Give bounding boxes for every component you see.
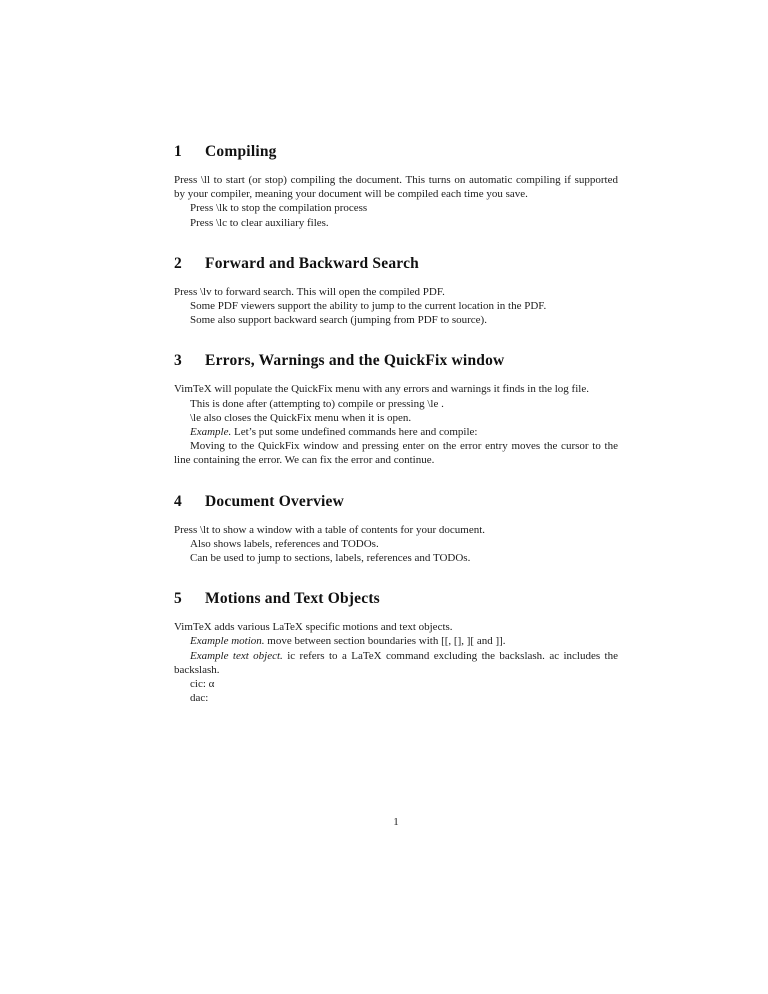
section-motions-text-objects	[174, 590, 618, 705]
section-number: 1	[174, 143, 182, 160]
section-compiling	[174, 143, 618, 230]
section-title: Compiling	[205, 143, 277, 160]
section-number: 2	[174, 254, 182, 272]
paragraph	[174, 201, 618, 215]
section-heading	[174, 590, 618, 608]
paragraph	[174, 634, 618, 648]
paragraph	[174, 382, 618, 396]
paragraph-text: Let’s put some undefined commands here and compile:	[231, 426, 478, 439]
section-heading	[174, 255, 618, 273]
section-title: Forward and Backward Search	[205, 254, 419, 272]
paragraph	[174, 425, 618, 439]
paragraph	[174, 216, 618, 230]
paragraph-text: \le also closes the QuickFix menu when it is open.	[190, 411, 412, 424]
paragraph	[174, 551, 618, 565]
paragraph-text: cic: α	[190, 678, 215, 691]
paragraph	[174, 411, 618, 425]
paragraph	[174, 313, 618, 327]
paragraph	[174, 537, 618, 551]
italic-lead: Example.	[190, 426, 232, 439]
section-title: Motions and Text Objects	[205, 590, 380, 608]
page-content	[174, 143, 618, 705]
paragraph	[174, 620, 618, 634]
paragraph	[174, 523, 618, 537]
section-title: Errors, Warnings and the QuickFix window	[205, 352, 505, 370]
section-heading	[174, 493, 618, 511]
paragraph-text: ic refers to a LaTeX command excluding the backslash. ac includes the backslash.	[174, 649, 618, 676]
paragraph-text: This is done after (attempting to) compile or pressing \le .	[190, 397, 444, 410]
paragraph	[174, 677, 618, 691]
paragraph-text: Press \lk to stop the compilation process	[190, 202, 368, 215]
paragraph-text: move between section boundaries with [[, [], ][ and ]].	[264, 635, 506, 648]
section-document-overview	[174, 493, 618, 566]
paragraph-text: Some also support backward search (jumping from PDF to source).	[190, 314, 487, 327]
paragraph-text: VimTeX will populate the QuickFix menu with any errors and warnings it finds in the log file.	[174, 383, 589, 396]
section-heading	[174, 143, 618, 161]
paragraph-text: Press \lv to forward search. This will open the compiled PDF.	[174, 285, 445, 298]
section-errors-warnings-quickfix	[174, 352, 618, 467]
paragraph	[174, 285, 618, 299]
paragraph-text: Can be used to jump to sections, labels, references and TODOs.	[190, 552, 471, 565]
italic-lead: Example motion.	[190, 635, 265, 648]
section-title: Document Overview	[205, 492, 345, 510]
section-number: 4	[174, 492, 182, 510]
paragraph	[174, 649, 618, 677]
paragraph	[174, 691, 618, 705]
paragraph	[174, 439, 618, 467]
section-heading	[174, 352, 618, 370]
section-number: 3	[174, 352, 182, 370]
paragraph	[174, 299, 618, 313]
italic-lead: Example text object.	[190, 649, 283, 662]
paragraph-text: Also shows labels, references and TODOs.	[190, 537, 379, 550]
paragraph-text: VimTeX adds various LaTeX specific motions and text objects.	[174, 621, 453, 634]
paragraph-text: Press \lc to clear auxiliary files.	[190, 216, 329, 229]
paragraph-text: dac:	[190, 692, 209, 705]
footer-page-number: 1	[393, 816, 399, 828]
section-forward-backward-search	[174, 255, 618, 328]
paragraph-text: Some PDF viewers support the ability to jump to the current location in the PDF.	[190, 300, 547, 313]
section-number: 5	[174, 590, 182, 608]
paragraph-text: Moving to the QuickFix window and pressing enter on the error entry moves the cursor to the line containing the error. We can fix the error and continue.	[174, 440, 618, 467]
paragraph-text: Press \ll to start (or stop) compiling the document. This turns on automatic compiling if supported by your compiler, meaning your document will be compiled each time you save.	[174, 174, 618, 201]
paragraph	[174, 397, 618, 411]
paragraph-text: Press \lt to show a window with a table of contents for your document.	[174, 523, 486, 536]
paragraph	[174, 173, 618, 201]
